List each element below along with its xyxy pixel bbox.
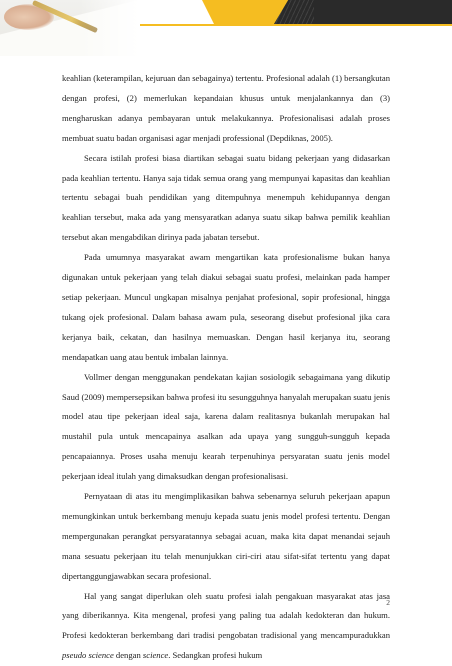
hand-writing-photo-icon <box>0 0 140 56</box>
paragraph-text: Secara istilah profesi biasa diartikan sebagai suatu bidang pekerjaan yang didasarkan pada keahlian tertentu. Hanya saja tidak semua orang yang mempunyai kapasitas dan keahlian tertentu sebagai buah pendidikan yang ditempuhnya menempuh kehidupannya dengan keahlian tersebut, maka ada yang mensyaratkan adanya suatu sikap bahwa pemilik keahlian tersebut akan mengabdikan dirinya pada jabatan tersebut. <box>62 152 390 243</box>
header-dark-wedge <box>274 0 452 24</box>
paragraph <box>62 487 390 587</box>
paragraph <box>62 587 390 666</box>
document-body <box>62 69 390 666</box>
paragraph-text: keahlian (keterampilan, kejuruan dan sebagainya) tertentu. Profesional adalah (1) bersangkutan dengan profesi, (2) memerlukan kepandaian khusus untuk menjalankannya dan (3) mengharuskan adanya pembayaran untuk melakukannya. Profesionalisasi adalah proses membuat suatu badan organisasi agar menjadi professional (Depdiknas, 2005). <box>62 73 390 143</box>
paragraph-text: Vollmer dengan menggunakan pendekatan kajian sosiologik sebagaimana yang dikutip Saud (2009) mempersepsikan bahwa profesi itu sesungguhnya hanyalah merupakan suatu jenis model atau tipe pekerjaan ideal saja, karena dalam realitasnya bukanlah merupakan hal mustahil pula untuk mencapainya asalkan ada upaya yang sungguh-sungguh kepada pencapaiannya. Proses usaha menuju kearah terpenuhinya persyaratan suatu jenis model pekerjaan ideal itulah yang dimaksudkan dengan profesionalisasi. <box>62 371 390 482</box>
paragraph <box>62 368 390 487</box>
paragraph-text: Pada umumnya masyarakat awam mengartikan kata profesionalisme bukan hanya digunakan untuk pekerjaan yang telah diakui sebagai suatu profesi, melainkan pada hamper setiap pekerjaan. Muncul ungkapan misalnya penjahat profesional, sopir profesional, hingga tukang ojek profesional. Dalam bahasa awam pula, seseorang disebut profesional jika cara kerjanya baik, cekatan, dan hasilnya memuaskan. Dengan hasil kerjanya itu, seorang mendapatkan uang atau bentuk imbalan lainnya. <box>62 252 390 362</box>
paragraph-text: . Sedangkan profesi hukum <box>168 650 263 661</box>
paragraph-text: Pernyataan di atas itu mengimplikasikan bahwa sebenarnya seluruh pekerjaan apapun memungkinkan untuk berkembang menuju kepada suatu jenis model profesi tertentu. Dengan mempergunakan perangkat persyaratannya sebagai acuan, maka kita dapat menandai sejauh mana sesuatu pekerjaan itu telah menunjukkan ciri-ciri atau sifat-sifat tertentu yang dapat dipertanggungjawabkan secara profesional. <box>62 491 390 581</box>
header-accent-line <box>140 24 452 26</box>
paragraph-text: dengan <box>113 650 143 661</box>
page-header <box>0 0 452 58</box>
italic-term: pseudo science <box>62 650 114 661</box>
paragraph <box>62 149 390 249</box>
page-number: 2 <box>386 598 390 607</box>
paragraph <box>62 69 390 149</box>
italic-term: science <box>142 650 169 661</box>
paragraph-text: Hal yang sangat diperlukan oleh suatu profesi ialah pengakuan masyarakat atas jasa yang diberikannya. Kita mengenal, profesi yang paling tua adalah kedokteran dan hukum. Profesi kedokteran berkembang dari tradisi pengobatan tradisional yang mencampuradukkan <box>62 590 390 641</box>
paragraph <box>62 248 390 367</box>
